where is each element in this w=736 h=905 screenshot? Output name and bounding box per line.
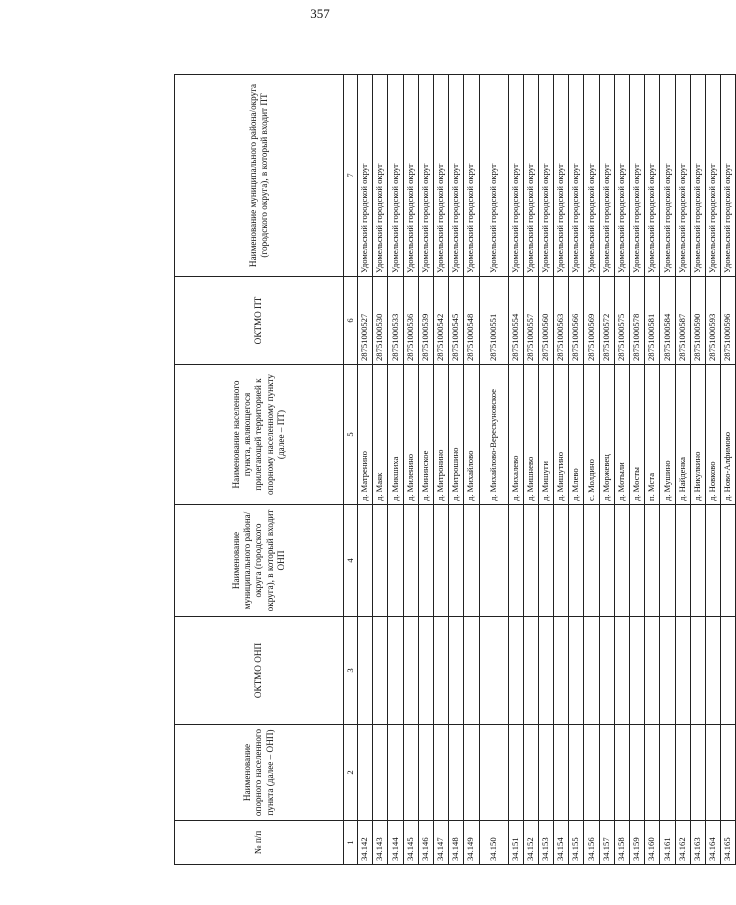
cell-onp-name: [690, 725, 705, 821]
cell-district-pt: Удомельский городской округ: [523, 75, 538, 277]
cell-oktmo-pt: 28751000551: [479, 277, 508, 365]
cell-number: 34.151: [508, 821, 523, 865]
cell-oktmo-pt: 28751000554: [508, 277, 523, 365]
cell-district-onp: [690, 505, 705, 617]
cell-district-pt: Удомельский городской округ: [614, 75, 629, 277]
cell-pt-name: д. Михайлово: [464, 365, 479, 505]
cell-pt-name: д. Мишуги: [538, 365, 553, 505]
table-row: [523, 75, 538, 865]
cell-oktmo-pt: 28751000536: [403, 277, 418, 365]
table-row: [508, 75, 523, 865]
cell-district-onp: [721, 505, 736, 617]
cell-district-onp: [705, 505, 720, 617]
cell-number: 34.145: [403, 821, 418, 865]
cell-district-onp: [449, 505, 464, 617]
table-row: [358, 75, 373, 865]
cell-onp-name: [523, 725, 538, 821]
cell-pt-name: д. Мосты: [630, 365, 645, 505]
table-row: [373, 75, 388, 865]
cell-number: 34.165: [721, 821, 736, 865]
cell-number: 34.148: [449, 821, 464, 865]
cell-district-onp: [599, 505, 614, 617]
cell-pt-name: д. Мининское: [418, 365, 433, 505]
cell-district-onp: [584, 505, 599, 617]
cell-oktmo-pt: 28751000533: [388, 277, 403, 365]
col-header-oktmo-onp: ОКТМО ОНП: [175, 617, 344, 725]
table-row: [614, 75, 629, 865]
cell-oktmo-onp: [449, 617, 464, 725]
cell-district-pt: Удомельский городской округ: [660, 75, 675, 277]
cell-district-onp: [614, 505, 629, 617]
cell-pt-name: д. Митрошино: [449, 365, 464, 505]
cell-district-pt: Удомельский городской округ: [373, 75, 388, 277]
cell-pt-name: д. Микшиха: [388, 365, 403, 505]
table-row: [690, 75, 705, 865]
cell-number: 34.150: [479, 821, 508, 865]
cell-oktmo-pt: 28751000590: [690, 277, 705, 365]
cell-pt-name: д. Михалево: [508, 365, 523, 505]
cell-district-onp: [538, 505, 553, 617]
column-number: 1: [344, 821, 358, 865]
cell-pt-name: д. Мишнево: [523, 365, 538, 505]
cell-oktmo-pt: 28751000569: [584, 277, 599, 365]
cell-number: 34.162: [675, 821, 690, 865]
cell-onp-name: [614, 725, 629, 821]
table-row: [705, 75, 720, 865]
cell-pt-name: д. Новково: [705, 365, 720, 505]
table-row: [630, 75, 645, 865]
cell-pt-name: д. Никулкино: [690, 365, 705, 505]
cell-pt-name: д. Мотыли: [614, 365, 629, 505]
cell-district-pt: Удомельский городской округ: [599, 75, 614, 277]
rotated-table-container: [174, 75, 733, 865]
cell-oktmo-pt: 28751000575: [614, 277, 629, 365]
cell-onp-name: [705, 725, 720, 821]
cell-onp-name: [358, 725, 373, 821]
column-number: 4: [344, 505, 358, 617]
column-number: 3: [344, 617, 358, 725]
cell-district-pt: Удомельский городской округ: [358, 75, 373, 277]
cell-oktmo-onp: [418, 617, 433, 725]
cell-onp-name: [660, 725, 675, 821]
cell-pt-name: д. Мишутино: [554, 365, 569, 505]
cell-oktmo-onp: [675, 617, 690, 725]
table-row: [675, 75, 690, 865]
col-header-oktmo-pt: ОКТМО ПТ: [175, 277, 344, 365]
cell-district-onp: [630, 505, 645, 617]
cell-district-pt: Удомельский городской округ: [403, 75, 418, 277]
column-number: 7: [344, 75, 358, 277]
cell-district-onp: [523, 505, 538, 617]
cell-district-onp: [508, 505, 523, 617]
table-row: [464, 75, 479, 865]
cell-number: 34.159: [630, 821, 645, 865]
cell-oktmo-onp: [403, 617, 418, 725]
cell-onp-name: [569, 725, 584, 821]
cell-district-pt: Удомельский городской округ: [675, 75, 690, 277]
table-row: [433, 75, 448, 865]
cell-number: 34.144: [388, 821, 403, 865]
cell-oktmo-pt: 28751000566: [569, 277, 584, 365]
cell-district-pt: Удомельский городской округ: [645, 75, 660, 277]
cell-oktmo-onp: [523, 617, 538, 725]
column-number: 6: [344, 277, 358, 365]
cell-onp-name: [675, 725, 690, 821]
cell-number: 34.163: [690, 821, 705, 865]
cell-onp-name: [433, 725, 448, 821]
table-row: [584, 75, 599, 865]
cell-oktmo-onp: [584, 617, 599, 725]
cell-number: 34.158: [614, 821, 629, 865]
cell-oktmo-onp: [721, 617, 736, 725]
cell-oktmo-pt: 28751000587: [675, 277, 690, 365]
cell-district-onp: [358, 505, 373, 617]
cell-number: 34.157: [599, 821, 614, 865]
cell-oktmo-onp: [554, 617, 569, 725]
cell-number: 34.161: [660, 821, 675, 865]
cell-pt-name: д. Моржевец: [599, 365, 614, 505]
cell-number: 34.142: [358, 821, 373, 865]
cell-oktmo-onp: [433, 617, 448, 725]
table-row: [599, 75, 614, 865]
cell-district-pt: Удомельский городской округ: [630, 75, 645, 277]
cell-district-pt: Удомельский городской округ: [464, 75, 479, 277]
cell-onp-name: [464, 725, 479, 821]
cell-onp-name: [630, 725, 645, 821]
cell-pt-name: д. Митронино: [433, 365, 448, 505]
col-header-number: № п/п: [175, 821, 344, 865]
cell-onp-name: [479, 725, 508, 821]
table-row: [388, 75, 403, 865]
cell-district-pt: Удомельский городской округ: [705, 75, 720, 277]
cell-oktmo-onp: [614, 617, 629, 725]
cell-onp-name: [373, 725, 388, 821]
cell-oktmo-pt: 28751000572: [599, 277, 614, 365]
cell-district-pt: Удомельский городской округ: [479, 75, 508, 277]
cell-oktmo-pt: 28751000581: [645, 277, 660, 365]
cell-number: 34.155: [569, 821, 584, 865]
cell-onp-name: [645, 725, 660, 821]
cell-district-pt: Удомельский городской округ: [690, 75, 705, 277]
cell-oktmo-pt: 28751000542: [433, 277, 448, 365]
cell-oktmo-onp: [479, 617, 508, 725]
cell-district-onp: [660, 505, 675, 617]
cell-onp-name: [554, 725, 569, 821]
cell-oktmo-onp: [599, 617, 614, 725]
cell-district-onp: [373, 505, 388, 617]
col-header-pt-name: Наименование населенного пункта, являющегося прилегающей территорией к опорному населенному пункту (далее – ПТ): [175, 365, 344, 505]
cell-onp-name: [418, 725, 433, 821]
cell-pt-name: д. Ново-Алфимово: [721, 365, 736, 505]
cell-onp-name: [721, 725, 736, 821]
cell-number: 34.154: [554, 821, 569, 865]
cell-district-pt: Удомельский городской округ: [538, 75, 553, 277]
cell-number: 34.160: [645, 821, 660, 865]
cell-oktmo-pt: 28751000530: [373, 277, 388, 365]
table-row: [721, 75, 736, 865]
cell-oktmo-pt: 28751000545: [449, 277, 464, 365]
table-row: [660, 75, 675, 865]
cell-onp-name: [508, 725, 523, 821]
cell-onp-name: [538, 725, 553, 821]
cell-oktmo-pt: 28751000584: [660, 277, 675, 365]
cell-pt-name: д. Матренино: [358, 365, 373, 505]
column-number: 2: [344, 725, 358, 821]
cell-district-pt: Удомельский городской округ: [449, 75, 464, 277]
cell-district-pt: Удомельский городской округ: [569, 75, 584, 277]
cell-district-onp: [388, 505, 403, 617]
cell-pt-name: д. Мушино: [660, 365, 675, 505]
cell-pt-name: д. Миленино: [403, 365, 418, 505]
cell-district-onp: [433, 505, 448, 617]
cell-oktmo-pt: 28751000557: [523, 277, 538, 365]
cell-oktmo-onp: [630, 617, 645, 725]
cell-oktmo-onp: [538, 617, 553, 725]
cell-number: 34.143: [373, 821, 388, 865]
cell-district-onp: [675, 505, 690, 617]
cell-district-onp: [569, 505, 584, 617]
cell-oktmo-onp: [373, 617, 388, 725]
cell-number: 34.149: [464, 821, 479, 865]
table-row: [403, 75, 418, 865]
table-row: [479, 75, 508, 865]
header-row: [175, 75, 344, 865]
cell-onp-name: [403, 725, 418, 821]
cell-district-pt: Удомельский городской округ: [721, 75, 736, 277]
cell-oktmo-onp: [464, 617, 479, 725]
cell-oktmo-onp: [690, 617, 705, 725]
cell-district-pt: Удомельский городской округ: [433, 75, 448, 277]
cell-oktmo-pt: 28751000593: [705, 277, 720, 365]
page-number: 357: [310, 6, 330, 21]
cell-onp-name: [388, 725, 403, 821]
settlements-table: [174, 74, 736, 865]
cell-oktmo-onp: [645, 617, 660, 725]
cell-pt-name: с. Молдино: [584, 365, 599, 505]
cell-district-pt: Удомельский городской округ: [584, 75, 599, 277]
cell-pt-name: п. Мста: [645, 365, 660, 505]
col-header-district-pt: Наименование муниципального района/округа (городского округа), в который входит ПТ: [175, 75, 344, 277]
cell-district-onp: [554, 505, 569, 617]
cell-number: 34.153: [538, 821, 553, 865]
cell-onp-name: [584, 725, 599, 821]
cell-oktmo-onp: [358, 617, 373, 725]
cell-district-onp: [464, 505, 479, 617]
table-body: [358, 75, 736, 865]
cell-pt-name: д. Млево: [569, 365, 584, 505]
column-number: 5: [344, 365, 358, 505]
cell-district-onp: [418, 505, 433, 617]
cell-district-pt: Удомельский городской округ: [418, 75, 433, 277]
column-number-row: [344, 75, 358, 865]
cell-onp-name: [449, 725, 464, 821]
cell-oktmo-pt: 28751000563: [554, 277, 569, 365]
col-header-district-onp: Наименование муниципального района/округа (городского округа), в который входит ОНП: [175, 505, 344, 617]
cell-district-pt: Удомельский городской округ: [508, 75, 523, 277]
cell-number: 34.156: [584, 821, 599, 865]
table-row: [569, 75, 584, 865]
table-row: [538, 75, 553, 865]
cell-district-onp: [403, 505, 418, 617]
col-header-onp-name: Наименование опорного населенного пункта (далее – ОНП): [175, 725, 344, 821]
cell-oktmo-onp: [569, 617, 584, 725]
cell-oktmo-pt: 28751000548: [464, 277, 479, 365]
cell-oktmo-onp: [508, 617, 523, 725]
cell-oktmo-onp: [388, 617, 403, 725]
cell-oktmo-onp: [660, 617, 675, 725]
cell-oktmo-onp: [705, 617, 720, 725]
cell-district-onp: [645, 505, 660, 617]
cell-oktmo-pt: 28751000527: [358, 277, 373, 365]
cell-oktmo-pt: 28751000539: [418, 277, 433, 365]
cell-number: 34.147: [433, 821, 448, 865]
table-row: [554, 75, 569, 865]
cell-pt-name: д. Найденка: [675, 365, 690, 505]
cell-pt-name: д. Маяк: [373, 365, 388, 505]
table-row: [645, 75, 660, 865]
cell-district-pt: Удомельский городской округ: [554, 75, 569, 277]
cell-oktmo-pt: 28751000596: [721, 277, 736, 365]
cell-oktmo-pt: 28751000560: [538, 277, 553, 365]
cell-number: 34.146: [418, 821, 433, 865]
cell-oktmo-pt: 28751000578: [630, 277, 645, 365]
cell-number: 34.164: [705, 821, 720, 865]
cell-number: 34.152: [523, 821, 538, 865]
table-row: [418, 75, 433, 865]
cell-district-onp: [479, 505, 508, 617]
table-row: [449, 75, 464, 865]
cell-onp-name: [599, 725, 614, 821]
cell-pt-name: д. Михайлово-Верескуновское: [479, 365, 508, 505]
cell-district-pt: Удомельский городской округ: [388, 75, 403, 277]
